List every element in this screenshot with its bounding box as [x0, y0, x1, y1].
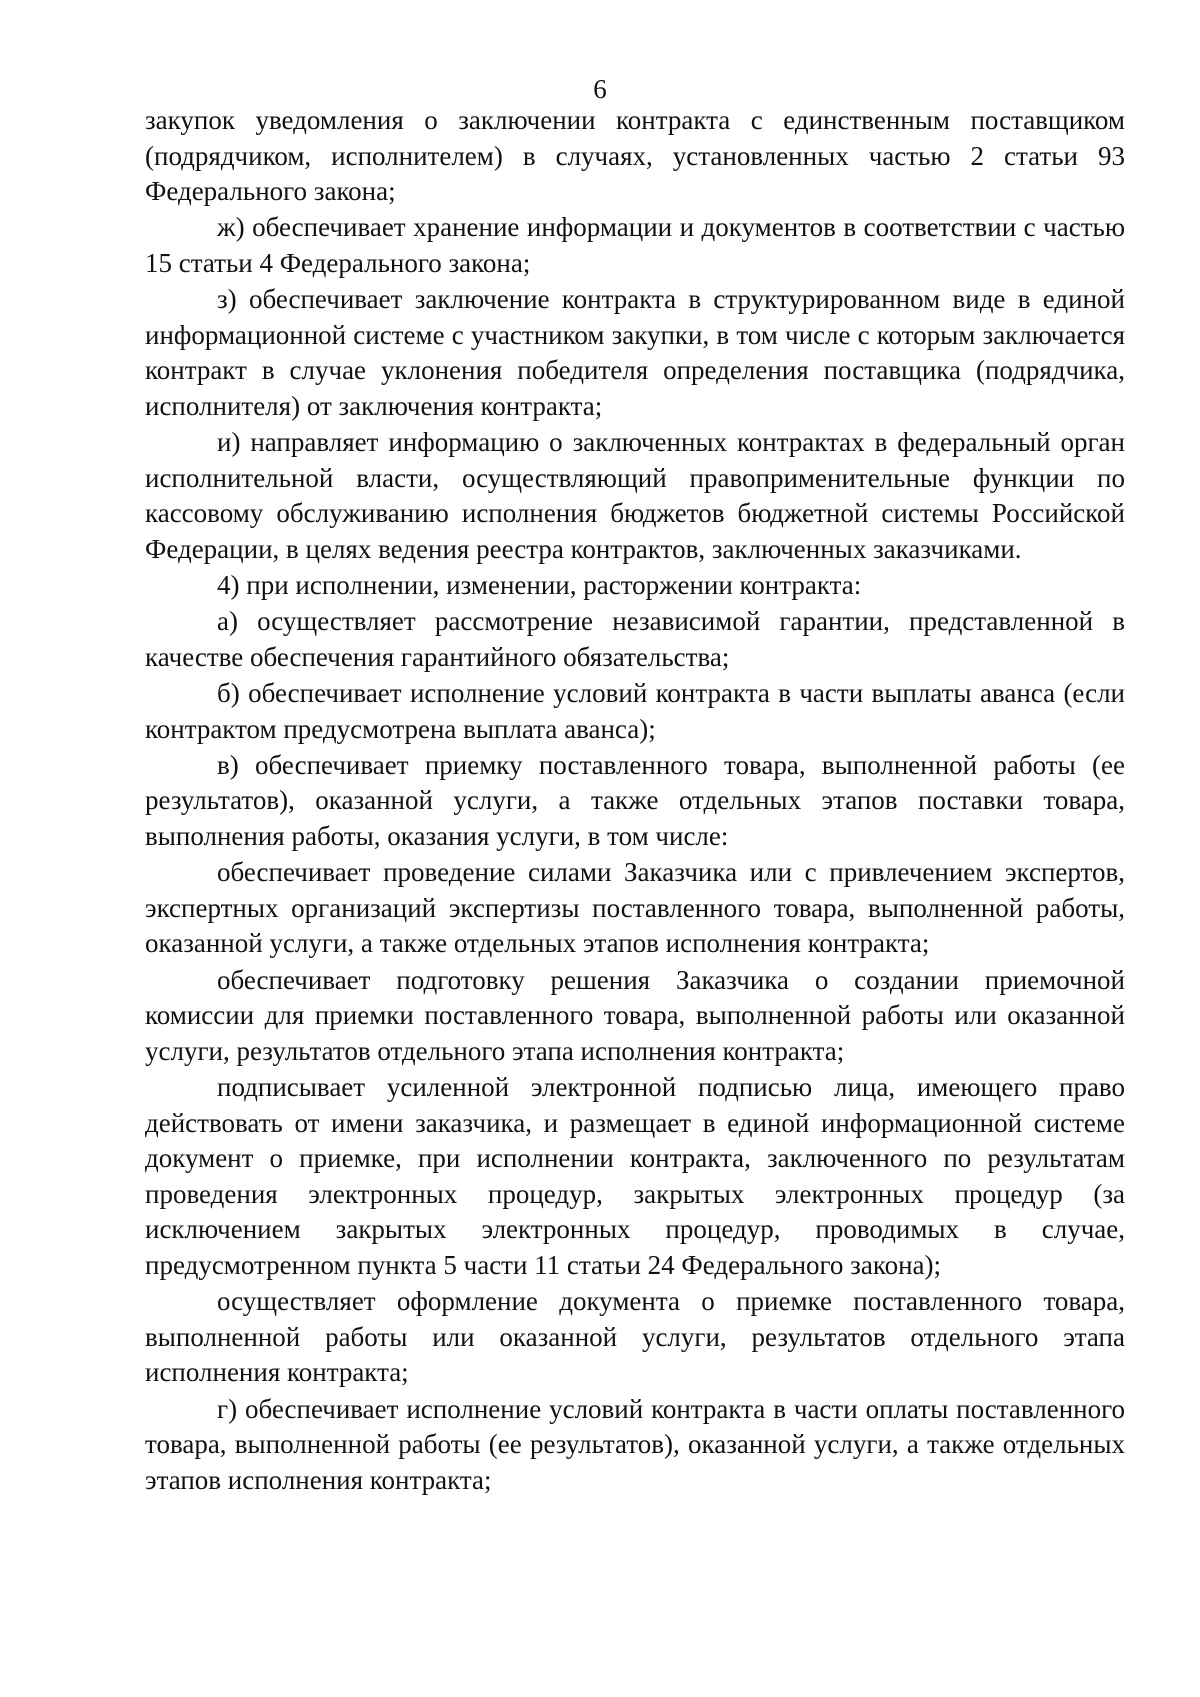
document-body: [145, 103, 1125, 1498]
page-number: 6: [593, 74, 607, 104]
paragraph-subitem-signature: подписывает усиленной электронной подписью лица, имеющего право действовать от имени заказчика, и размещает в единой информационной системе документ о приемке, при исполнении контракта, заключенного по результатам проведения электронных процедур, закрытых электронных процедур (за исключением закрытых электронных процедур, проводимых в случае, предусмотренном пункта 5 части 11 статьи 24 Федерального закона);: [145, 1071, 1125, 1280]
paragraph-item-g: г) обеспечивает исполнение условий контракта в части оплаты поставленного товара, выполненной работы (ее результатов), оказанной услуги, а также отдельных этапов исполнения контракта;: [145, 1393, 1125, 1495]
paragraph-item-v: в) обеспечивает приемку поставленного товара, выполненной работы (ее результатов), оказанной услуги, а также отдельных этапов поставки товара, выполнения работы, оказания услуги, в том числе:: [145, 749, 1125, 852]
paragraph-item-a: а) осуществляет рассмотрение независимой гарантии, представленной в качестве обеспечения гарантийного обязательства;: [145, 606, 1125, 672]
paragraph-item-b: б) обеспечивает исполнение условий контракта в части выплаты аванса (если контрактом предусмотрена выплата аванса);: [145, 678, 1125, 744]
paragraph-item-4: 4) при исполнении, изменении, расторжении контракта:: [217, 570, 862, 601]
paragraph-subitem-acceptance-document: осуществляет оформление документа о приемке поставленного товара, выполненной работы или оказанной услуги, результатов отдельного этапа исполнения контракта;: [145, 1286, 1125, 1388]
paragraph-continuation: закупок уведомления о заключении контракта с единственным поставщиком (подрядчиком, исполнителем) в случаях, установленных частью 2 статьи 93 Федерального закона;: [145, 105, 1125, 207]
paragraph-item-zh: ж) обеспечивает хранение информации и документов в соответствии с частью 15 статьи 4 Федерального закона;: [145, 212, 1125, 278]
paragraph-item-z: з) обеспечивает заключение контракта в структурированном виде в единой информационной системе с участником закупки, в том числе с которым заключается контракт в случае уклонения победителя определения поставщика (подрядчика, исполнителя) от заключения контракта;: [145, 284, 1125, 421]
paragraph-subitem-expertise: обеспечивает проведение силами Заказчика или с привлечением экспертов, экспертных организаций экспертизы поставленного товара, выполненной работы, оказанной услуги, а также отдельных этапов исполнения контракта;: [145, 857, 1125, 959]
paragraph-item-i: и) направляет информацию о заключенных контрактах в федеральный орган исполнительной власти, осуществляющий правоприменительные функции по кассовому обслуживанию исполнения бюджетов бюджетной системы Российской Федерации, в целях ведения реестра контрактов, заключенных заказчиками.: [145, 427, 1125, 564]
paragraph-subitem-commission: обеспечивает подготовку решения Заказчика о создании приемочной комиссии для приемки поставленного товара, выполненной работы или оказанной услуги, результатов отдельного этапа исполнения контракта;: [145, 964, 1125, 1066]
